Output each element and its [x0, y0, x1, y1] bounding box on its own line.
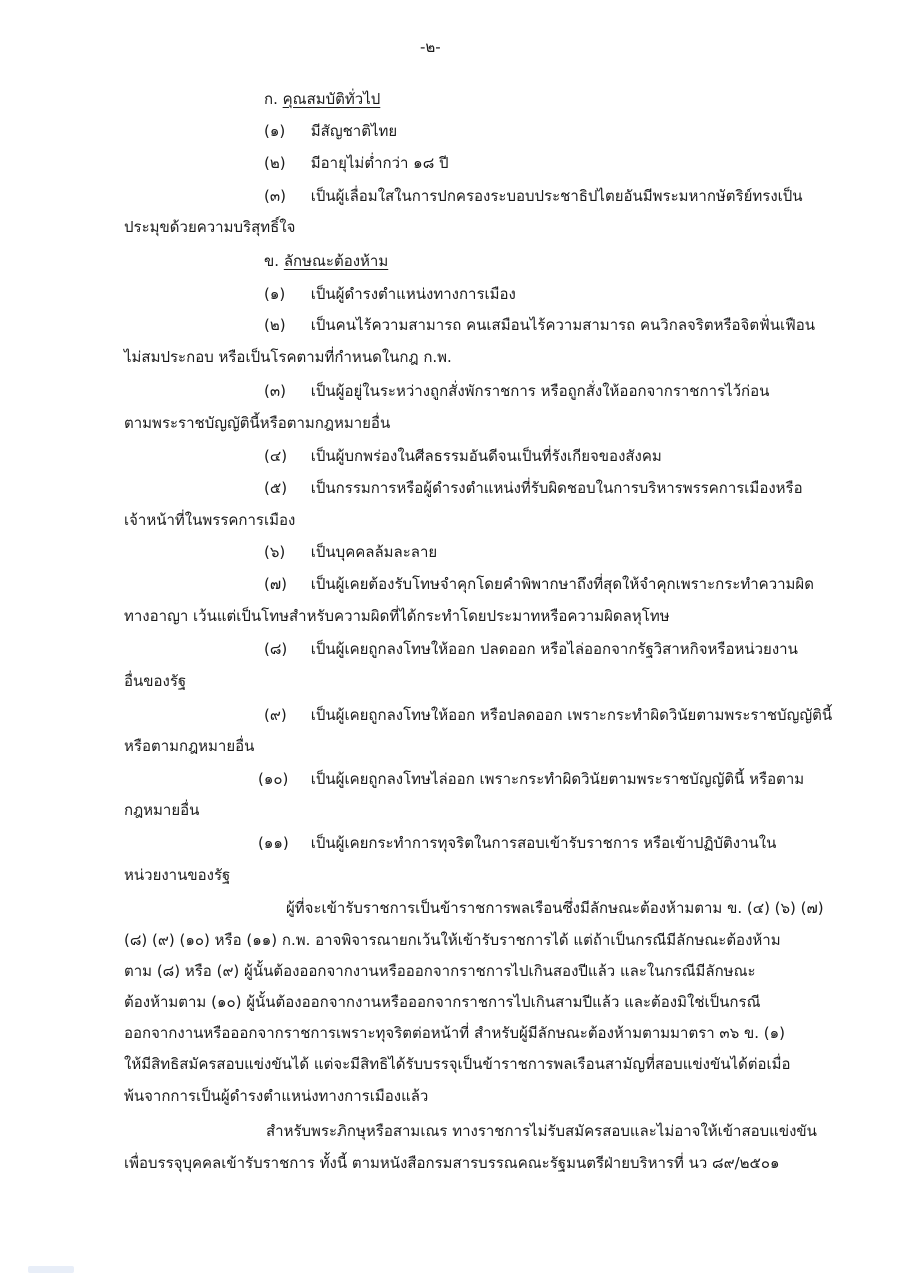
monks-line-2: เพื่อบรรจุบุคคลเข้ารับราชการ ทั้งนี้ ตามหนังสือกรมสารบรรณคณะรัฐมนตรีฝ่ายบริหารที่ นว ๘๙/๒๕๐๑ — [124, 1154, 780, 1172]
item-text: มีสัญชาติไทย — [310, 122, 398, 140]
exemption-line-3: ตาม (๘) หรือ (๙) ผู้นั้นต้องออกจากงานหรือออกจากราชการไปเกินสองปีแล้ว และในกรณีมีลักษณะ — [124, 962, 756, 980]
item-text: เป็นบุคคลล้มละลาย — [310, 543, 438, 561]
section-b-item-7-cont: ทางอาญา เว้นแต่เป็นโทษสำหรับความผิดที่ได้กระทำโดยประมาทหรือความผิดลหุโทษ — [124, 607, 670, 625]
section-b-prefix: ข. — [264, 252, 280, 270]
section-b-item-10-cont: กฎหมายอื่น — [124, 801, 200, 819]
item-number: (๓) — [264, 187, 286, 205]
page-number: -๒- — [420, 38, 441, 56]
section-a-item-1 — [264, 120, 397, 142]
section-b-item-8-cont: อื่นของรัฐ — [124, 672, 187, 690]
exemption-line-2: (๘) (๙) (๑๐) หรือ (๑๑) ก.พ. อาจพิจารณายกเว้นให้เข้ารับราชการได้ แต่ถ้าเป็นกรณีมีลักษณะต้องห้าม — [124, 931, 781, 949]
section-b-item-3-cont: ตามพระราชบัญญัตินี้หรือตามกฎหมายอื่น — [124, 414, 391, 432]
section-a-heading — [264, 88, 380, 110]
section-a-title: คุณสมบัติทั่วไป — [282, 90, 381, 108]
section-b-item-2-cont: ไม่สมประกอบ หรือเป็นโรคตามที่กำหนดในกฎ ก.พ. — [124, 348, 452, 366]
section-b-heading — [264, 250, 388, 272]
exemption-line-7: พ้นจากการเป็นผู้ดำรงตำแหน่งทางการเมืองแล้ว — [124, 1087, 429, 1105]
monks-line-1: สำหรับพระภิกษุหรือสามเณร ทางราชการไม่รับสมัครสอบและไม่อาจให้เข้าสอบแข่งขัน — [266, 1122, 817, 1140]
exemption-line-4: ต้องห้ามตาม (๑๐) ผู้นั้นต้องออกจากงานหรือออกจากราชการไปเกินสามปีแล้ว และต้องมิใช่เป็นกรณี — [124, 993, 761, 1011]
section-b-item-6 — [264, 541, 437, 563]
section-b-item-2 — [264, 314, 815, 336]
section-a-item-2 — [264, 152, 449, 174]
item-number: (๔) — [264, 447, 288, 465]
item-number: (๕) — [264, 479, 288, 497]
item-number: (๑) — [264, 122, 286, 140]
item-text: เป็นผู้บกพร่องในศีลธรรมอันดีจนเป็นที่รังเกียจของสังคม — [310, 447, 662, 465]
item-number: (๖) — [264, 543, 286, 561]
item-number: (๘) — [264, 640, 288, 658]
item-text: เป็นผู้เลื่อมใสในการปกครองระบอบประชาธิปไตยอันมีพระมหากษัตริย์ทรงเป็น — [310, 187, 803, 205]
item-text: เป็นผู้เคยกระทำการทุจริตในการสอบเข้ารับราชการ หรือเข้าปฏิบัติงานใน — [310, 834, 777, 852]
item-text: เป็นผู้อยู่ในระหว่างถูกสั่งพักราชการ หรือถูกสั่งให้ออกจากราชการไว้ก่อน — [310, 382, 770, 400]
exemption-line-6: ให้มีสิทธิสมัครสอบแข่งขันได้ แต่จะมีสิทธิได้รับบรรจุเป็นข้าราชการพลเรือนสามัญที่สอบแข่งขันได้ต่อเมื่อ — [124, 1055, 791, 1073]
item-number: (๓) — [264, 382, 286, 400]
item-text: เป็นคนไร้ความสามารถ คนเสมือนไร้ความสามารถ คนวิกลจริตหรือจิตฟั่นเฟือน — [310, 316, 815, 334]
section-b-item-11 — [258, 832, 776, 854]
section-b-item-1 — [264, 283, 516, 305]
item-text: เป็นผู้เคยถูกลงโทษให้ออก หรือปลดออก เพราะกระทำผิดวินัยตามพระราชบัญญัตินี้ — [310, 706, 833, 724]
item-number: (๙) — [264, 706, 287, 724]
scan-artifact — [28, 1266, 74, 1273]
section-b-item-9-cont: หรือตามกฎหมายอื่น — [124, 737, 255, 755]
section-b-item-5 — [264, 477, 803, 499]
item-text: เป็นผู้เคยถูกลงโทษให้ออก ปลดออก หรือไล่ออกจากรัฐวิสาหกิจหรือหน่วยงาน — [310, 640, 798, 658]
section-b-item-5-cont: เจ้าหน้าที่ในพรรคการเมือง — [124, 511, 296, 529]
section-a-item-3 — [264, 185, 803, 207]
section-b-title: ลักษณะต้องห้าม — [283, 252, 389, 270]
section-b-item-10 — [258, 768, 804, 790]
item-number: (๗) — [264, 575, 287, 593]
item-text: เป็นผู้เคยต้องรับโทษจำคุกโดยคำพิพากษาถึงที่สุดให้จำคุกเพราะกระทำความผิด — [310, 575, 814, 593]
section-a-item-3-cont: ประมุขด้วยความบริสุทธิ์ใจ — [124, 218, 296, 236]
item-number: (๑๐) — [258, 770, 289, 788]
item-text: เป็นกรรมการหรือผู้ดำรงตำแหน่งที่รับผิดชอบในการบริหารพรรคการเมืองหรือ — [310, 479, 803, 497]
item-text: มีอายุไม่ต่ำกว่า ๑๘ ปี — [310, 154, 449, 172]
item-number: (๑) — [264, 285, 286, 303]
section-a-prefix: ก. — [264, 90, 278, 108]
item-number: (๒) — [264, 154, 286, 172]
item-text: เป็นผู้ดำรงตำแหน่งทางการเมือง — [310, 285, 516, 303]
section-b-item-8 — [264, 638, 798, 660]
item-number: (๒) — [264, 316, 286, 334]
item-text: เป็นผู้เคยถูกลงโทษไล่ออก เพราะกระทำผิดวินัยตามพระราชบัญญัตินี้ หรือตาม — [310, 770, 805, 788]
section-b-item-3 — [264, 380, 769, 402]
exemption-line-1: ผู้ที่จะเข้ารับราชการเป็นข้าราชการพลเรือนซึ่งมีลักษณะต้องห้ามตาม ข. (๔) (๖) (๗) — [286, 899, 824, 917]
section-b-item-4 — [264, 445, 662, 467]
section-b-item-7 — [264, 573, 814, 595]
item-number: (๑๑) — [258, 834, 289, 852]
exemption-line-5: ออกจากงานหรือออกจากราชการเพราะทุจริตต่อหน้าที่ สำหรับผู้มีลักษณะต้องห้ามตามมาตรา ๓๖ ข. (๑) — [124, 1024, 785, 1042]
section-b-item-11-cont: หน่วยงานของรัฐ — [124, 866, 231, 884]
section-b-item-9 — [264, 704, 832, 726]
